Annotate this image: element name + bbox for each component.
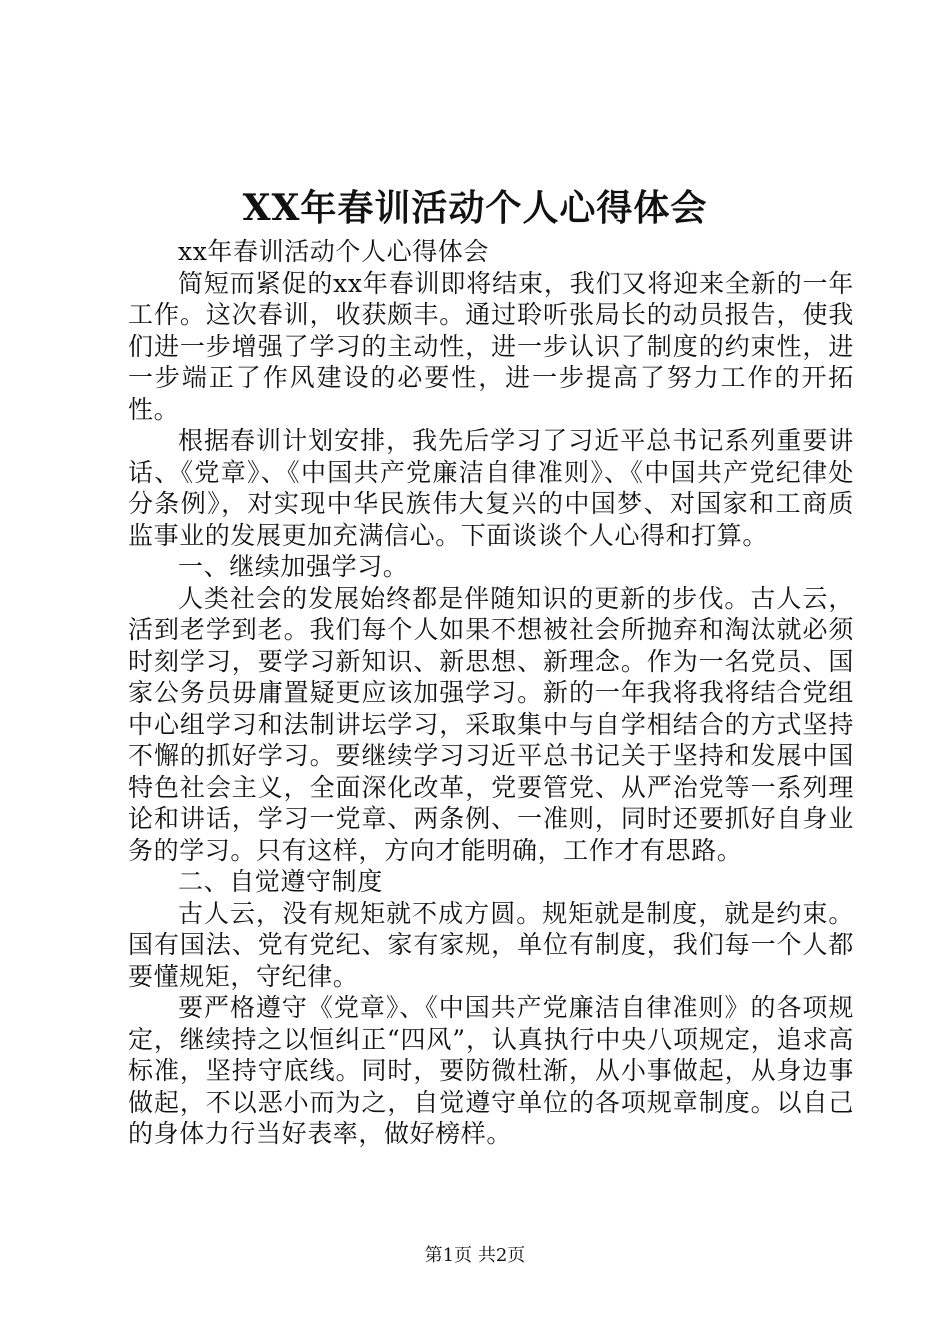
- document-title: XX年春训活动个人心得体会: [242, 187, 708, 229]
- section-heading-2: 二、自觉遵守制度: [178, 867, 383, 896]
- paragraph-subtitle: xx年春训活动个人心得体会: [178, 237, 489, 266]
- paragraph-rules: 古人云，没有规矩就不成方圆。规矩就是制度，就是约束。国有国法、党有党纪、家有家规，单位有制度，我们每一个人都要懂规矩，守纪律。: [128, 898, 854, 991]
- paragraph-discipline: 要严格遵守《党章》、《中国共产党廉洁自律准则》的各项规定，继续持之以恒纠正“四风”，认真执行中央八项规定，追求高标准，坚持守底线。同时，要防微杜渐，从小事做起，从身边事做起，不以恶小而为之，自觉遵守单位的各项规章制度。以自己的身体力行当好表率，做好榜样。: [128, 993, 854, 1148]
- section-heading-1: 一、继续加强学习。: [178, 552, 409, 581]
- document-body: [128, 236, 854, 1150]
- paragraph-learning: 人类社会的发展始终都是伴随知识的更新的步伐。古人云，活到老学到老。我们每个人如果不想被社会所抛弃和淘汰就必须时刻学习，要学习新知识、新思想、新理念。作为一名党员、国家公务员毋庸置疑更应该加强学习。新的一年我将我将结合党组中心组学习和法制讲坛学习，采取集中与自学相结合的方式坚持不懈的抓好学习。要继续学习习近平总书记关于坚持和发展中国特色社会主义，全面深化改革，党要管党、从严治党等一系列理论和讲话，学习一党章、两条例、一准则，同时还要抓好自身业务的学习。只有这样，方向才能明确，工作才有思路。: [128, 583, 854, 865]
- paragraph-intro: 简短而紧促的xx年春训即将结束，我们又将迎来全新的一年工作。这次春训，收获颇丰。通过聆听张局长的动员报告，使我们进一步增强了学习的主动性，进一步认识了制度的约束性，进一步端正了作风建设的必要性，进一步提高了努力工作的开拓性。: [128, 268, 854, 424]
- paragraph-study-plan: 根据春训计划安排，我先后学习了习近平总书记系列重要讲话、《党章》、《中国共产党廉洁自律准则》、《中国共产党纪律处分条例》，对实现中华民族伟大复兴的中国梦、对国家和工商质监事业的发展更加充满信心。下面谈谈个人心得和打算。: [128, 426, 854, 550]
- page-footer: 第1页 共2页: [424, 1245, 526, 1266]
